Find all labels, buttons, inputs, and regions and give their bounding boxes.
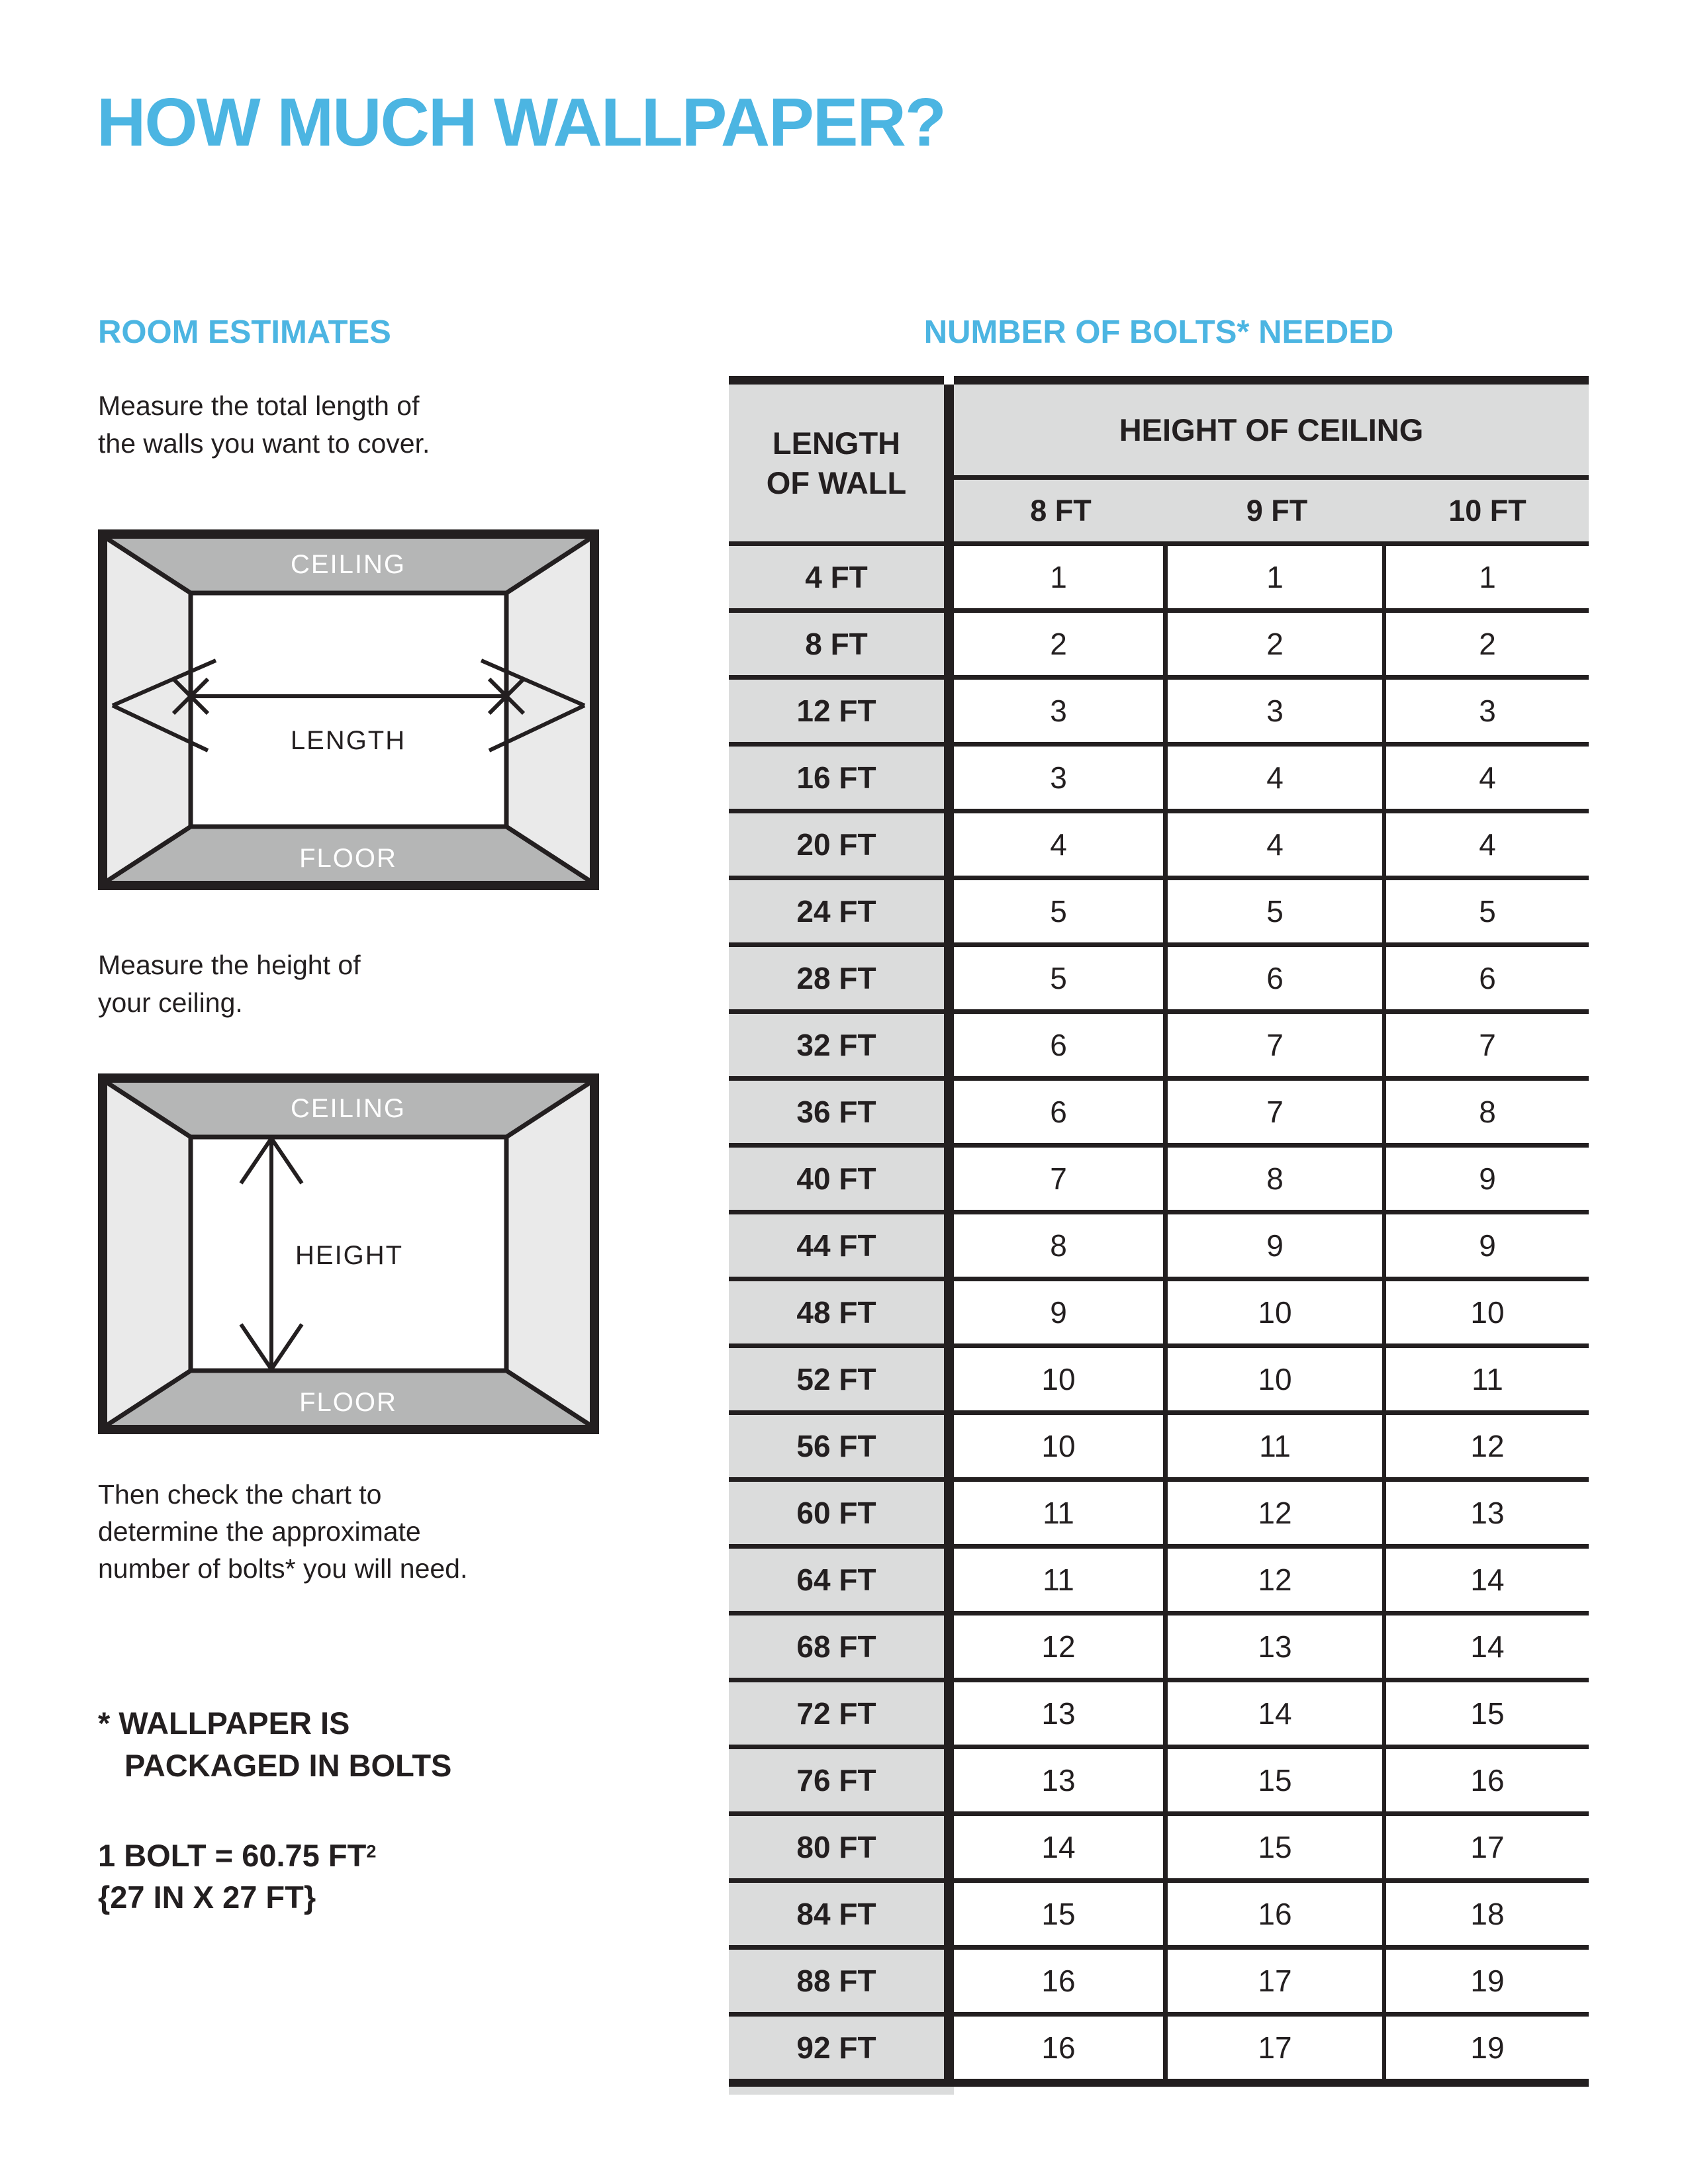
table-row	[729, 2017, 1589, 2079]
cell-8ft: 3	[954, 747, 1168, 809]
row-label: 4 FT	[729, 546, 944, 608]
cell-9ft: 11	[1168, 1415, 1386, 1477]
row-separator	[729, 1544, 1589, 1549]
row-label: 56 FT	[729, 1415, 944, 1477]
table-row	[729, 813, 1589, 880]
left-wall-face	[107, 1083, 191, 1425]
row-separator	[729, 1277, 1589, 1281]
cell-8ft: 4	[954, 813, 1168, 876]
table-row	[729, 546, 1589, 613]
ceiling-label: CEILING	[290, 1094, 406, 1123]
row-label: 84 FT	[729, 1883, 944, 1945]
cell-9ft: 12	[1168, 1482, 1386, 1544]
table-row	[729, 613, 1589, 680]
ceiling-label: CEILING	[290, 550, 406, 579]
room-length-diagram	[98, 529, 599, 890]
footnote-line1: * WALLPAPER IS	[98, 1706, 350, 1741]
length-label: LENGTH	[290, 726, 406, 755]
table-row	[729, 1549, 1589, 1615]
step1-text	[98, 387, 430, 463]
header-divider-line	[954, 475, 1589, 480]
row-label: 52 FT	[729, 1348, 944, 1410]
row-separator	[729, 1343, 1589, 1348]
back-wall	[191, 593, 506, 827]
row-separator	[729, 1076, 1589, 1081]
cell-9ft: 3	[1168, 680, 1386, 742]
cell-8ft: 1	[954, 546, 1168, 608]
cell-10ft: 15	[1386, 1682, 1589, 1745]
step3-line3: number of bolts* you will need.	[98, 1553, 468, 1584]
step3-line1: Then check the chart to	[98, 1479, 382, 1510]
table-column-divider	[944, 385, 954, 2087]
header-bottom-line	[729, 541, 1589, 546]
row-label: 80 FT	[729, 1816, 944, 1878]
step2-line1: Measure the height of	[98, 950, 361, 980]
row-header-line2: OF WALL	[766, 465, 907, 500]
cell-10ft: 18	[1386, 1883, 1589, 1945]
row-separator	[729, 1878, 1589, 1883]
cell-10ft: 16	[1386, 1749, 1589, 1811]
cell-10ft: 1	[1386, 546, 1589, 608]
bolt-equation	[98, 1835, 376, 1876]
row-separator	[729, 1410, 1589, 1415]
cell-10ft: 9	[1386, 1148, 1589, 1210]
table-row	[729, 1081, 1589, 1148]
cell-8ft: 2	[954, 613, 1168, 675]
footnote-line2: PACKAGED IN BOLTS	[124, 1748, 452, 1783]
table-row	[729, 1615, 1589, 1682]
floor-label: FLOOR	[299, 844, 397, 873]
row-header-line1: LENGTH	[772, 425, 901, 461]
table-row	[729, 880, 1589, 947]
row-label: 28 FT	[729, 947, 944, 1009]
cell-8ft: 11	[954, 1482, 1168, 1544]
row-separator	[729, 1611, 1589, 1615]
cell-10ft: 19	[1386, 2017, 1589, 2079]
step3-line2: determine the approximate	[98, 1516, 421, 1547]
table-row	[729, 1749, 1589, 1816]
room-estimates-heading: ROOM ESTIMATES	[98, 314, 391, 350]
row-label: 12 FT	[729, 680, 944, 742]
cell-8ft: 16	[954, 2017, 1168, 2079]
cell-10ft: 9	[1386, 1214, 1589, 1277]
row-label: 36 FT	[729, 1081, 944, 1143]
col-header-9ft: 9 FT	[1246, 493, 1308, 527]
row-label: 60 FT	[729, 1482, 944, 1544]
col-header-10ft: 10 FT	[1448, 493, 1526, 527]
table-row	[729, 1883, 1589, 1950]
step2-text	[98, 946, 361, 1022]
row-label: 92 FT	[729, 2017, 944, 2079]
cell-9ft: 9	[1168, 1214, 1386, 1277]
row-label: 44 FT	[729, 1214, 944, 1277]
cell-10ft: 19	[1386, 1950, 1589, 2012]
table-row	[729, 1415, 1589, 1482]
cell-10ft: 2	[1386, 613, 1589, 675]
cell-8ft: 10	[954, 1415, 1168, 1477]
table-row	[729, 1348, 1589, 1415]
cell-9ft: 8	[1168, 1148, 1386, 1210]
row-separator	[729, 1811, 1589, 1816]
cell-9ft: 15	[1168, 1816, 1386, 1878]
row-separator	[729, 1745, 1589, 1749]
bolt-dimensions: {27 IN X 27 FT}	[98, 1880, 316, 1915]
row-separator	[729, 1678, 1589, 1682]
cell-10ft: 17	[1386, 1816, 1589, 1878]
row-separator	[729, 675, 1589, 680]
table-top-bar-right	[954, 376, 1589, 385]
cell-10ft: 10	[1386, 1281, 1589, 1343]
cell-8ft: 6	[954, 1081, 1168, 1143]
cell-8ft: 16	[954, 1950, 1168, 2012]
cell-8ft: 10	[954, 1348, 1168, 1410]
cell-10ft: 12	[1386, 1415, 1589, 1477]
cell-8ft: 7	[954, 1148, 1168, 1210]
height-label: HEIGHT	[295, 1241, 404, 1270]
cell-9ft: 14	[1168, 1682, 1386, 1745]
row-label: 24 FT	[729, 880, 944, 942]
right-wall-face	[506, 1083, 590, 1425]
cell-9ft: 16	[1168, 1883, 1386, 1945]
row-label: 16 FT	[729, 747, 944, 809]
column-headers-row	[954, 480, 1589, 541]
cell-10ft: 13	[1386, 1482, 1589, 1544]
table-row	[729, 1281, 1589, 1348]
row-separator	[729, 2012, 1589, 2017]
cell-10ft: 3	[1386, 680, 1589, 742]
row-label: 8 FT	[729, 613, 944, 675]
cell-9ft: 4	[1168, 813, 1386, 876]
row-separator	[729, 1945, 1589, 1950]
row-separator	[729, 1210, 1589, 1214]
bolt-size-info	[98, 1835, 376, 1918]
cell-10ft: 6	[1386, 947, 1589, 1009]
table-row	[729, 747, 1589, 813]
row-label: 72 FT	[729, 1682, 944, 1745]
step2-line2: your ceiling.	[98, 987, 243, 1018]
table-row	[729, 1950, 1589, 2017]
row-label: 48 FT	[729, 1281, 944, 1343]
bolts-table	[729, 376, 1589, 2095]
table-row	[729, 1148, 1589, 1214]
cell-10ft: 4	[1386, 813, 1589, 876]
cell-9ft: 17	[1168, 1950, 1386, 2012]
cell-10ft: 5	[1386, 880, 1589, 942]
cell-9ft: 15	[1168, 1749, 1386, 1811]
row-header-cell	[729, 385, 944, 541]
table-row	[729, 1014, 1589, 1081]
table-top-bar-left	[729, 376, 944, 385]
floor-label: FLOOR	[299, 1388, 397, 1417]
cell-8ft: 5	[954, 947, 1168, 1009]
row-separator	[729, 608, 1589, 613]
table-row	[729, 680, 1589, 747]
cell-9ft: 2	[1168, 613, 1386, 675]
cell-8ft: 6	[954, 1014, 1168, 1076]
cell-9ft: 17	[1168, 2017, 1386, 2079]
cell-9ft: 13	[1168, 1615, 1386, 1678]
bolts-needed-heading: NUMBER OF BOLTS* NEEDED	[923, 314, 1394, 350]
cell-9ft: 1	[1168, 546, 1386, 608]
row-label: 68 FT	[729, 1615, 944, 1678]
table-row	[729, 947, 1589, 1014]
cell-9ft: 12	[1168, 1549, 1386, 1611]
table-row	[729, 1816, 1589, 1883]
cell-8ft: 9	[954, 1281, 1168, 1343]
row-separator	[729, 942, 1589, 947]
label-column-stub	[729, 2087, 954, 2095]
cell-8ft: 15	[954, 1883, 1168, 1945]
column-group-header: HEIGHT OF CEILING	[954, 385, 1589, 475]
cell-8ft: 13	[954, 1682, 1168, 1745]
cell-10ft: 11	[1386, 1348, 1589, 1410]
step3-text	[98, 1476, 467, 1587]
cell-9ft: 10	[1168, 1348, 1386, 1410]
step1-line1: Measure the total length of	[98, 390, 420, 421]
row-label: 32 FT	[729, 1014, 944, 1076]
cell-8ft: 14	[954, 1816, 1168, 1878]
cell-9ft: 7	[1168, 1081, 1386, 1143]
row-label: 88 FT	[729, 1950, 944, 2012]
cell-9ft: 6	[1168, 947, 1386, 1009]
cell-9ft: 10	[1168, 1281, 1386, 1343]
cell-10ft: 4	[1386, 747, 1589, 809]
table-row	[729, 1214, 1589, 1281]
cell-8ft: 3	[954, 680, 1168, 742]
cell-8ft: 13	[954, 1749, 1168, 1811]
row-label: 20 FT	[729, 813, 944, 876]
row-separator	[729, 1477, 1589, 1482]
table-row	[729, 1682, 1589, 1749]
row-separator	[729, 1009, 1589, 1014]
cell-8ft: 11	[954, 1549, 1168, 1611]
cell-10ft: 14	[1386, 1615, 1589, 1678]
cell-9ft: 7	[1168, 1014, 1386, 1076]
table-body	[729, 546, 1589, 2079]
table-row	[729, 1482, 1589, 1549]
row-separator	[729, 809, 1589, 813]
cell-8ft: 12	[954, 1615, 1168, 1678]
cell-10ft: 8	[1386, 1081, 1589, 1143]
col-header-8ft: 8 FT	[1030, 493, 1092, 527]
wallpaper-footnote	[98, 1702, 451, 1787]
cell-9ft: 5	[1168, 880, 1386, 942]
step1-line2: the walls you want to cover.	[98, 428, 430, 459]
row-label: 64 FT	[729, 1549, 944, 1611]
row-label: 40 FT	[729, 1148, 944, 1210]
row-separator	[729, 876, 1589, 880]
row-separator	[729, 1143, 1589, 1148]
room-height-diagram	[98, 1073, 599, 1434]
cell-9ft: 4	[1168, 747, 1386, 809]
bolt-equation-text: 1 BOLT = 60.75 FT	[98, 1838, 367, 1873]
cell-10ft: 7	[1386, 1014, 1589, 1076]
row-label: 76 FT	[729, 1749, 944, 1811]
row-separator	[729, 742, 1589, 747]
cell-10ft: 14	[1386, 1549, 1589, 1611]
table-bottom-line	[729, 2079, 1589, 2087]
cell-8ft: 8	[954, 1214, 1168, 1277]
bolt-equation-superscript: 2	[366, 1841, 377, 1862]
page-title: HOW MUCH WALLPAPER?	[97, 84, 945, 160]
cell-8ft: 5	[954, 880, 1168, 942]
